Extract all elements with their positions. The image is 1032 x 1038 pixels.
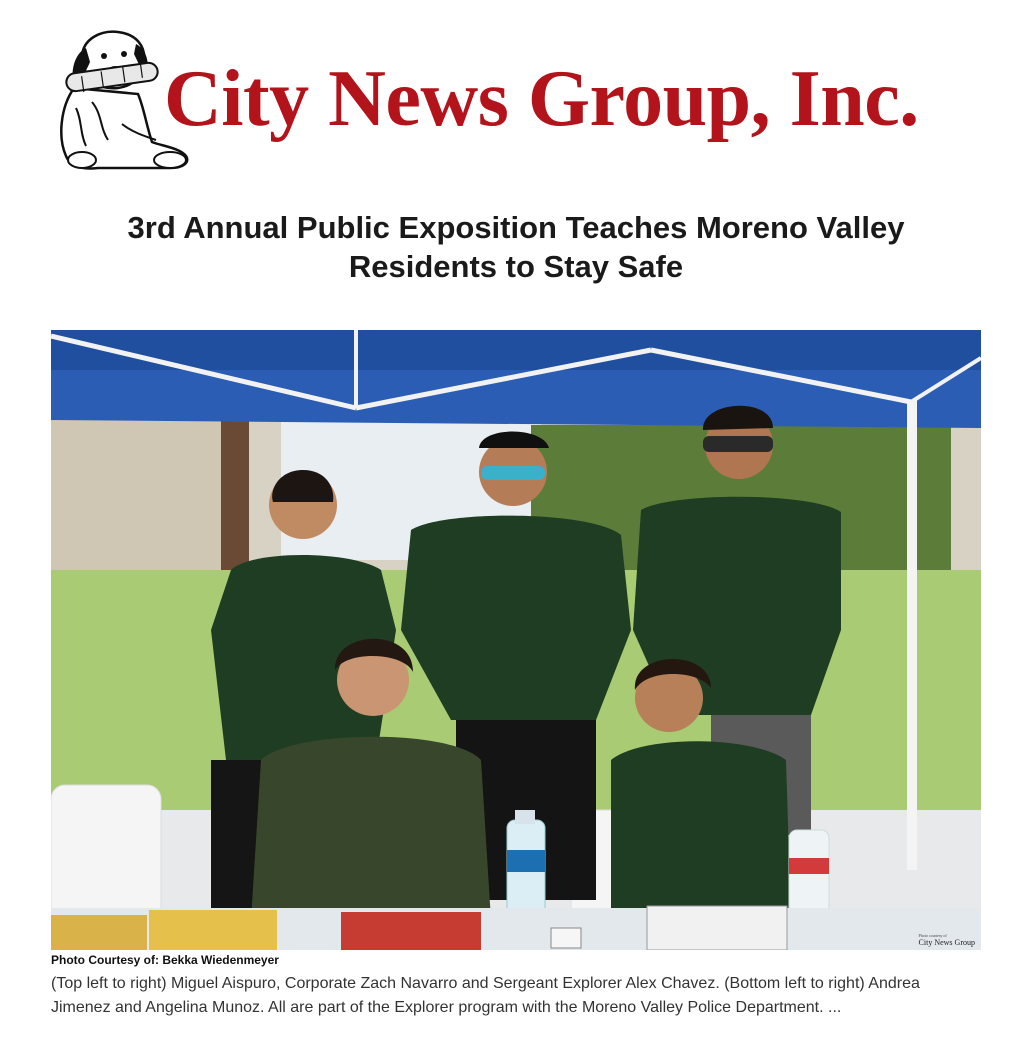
brand-name: City News Group, Inc. (164, 55, 919, 143)
article-photo (51, 330, 981, 950)
photo-credit: Photo Courtesy of: Bekka Wiedenmeyer (51, 953, 279, 967)
photo-illustration (51, 330, 981, 950)
photo-watermark (919, 933, 975, 947)
photo-caption: (Top left to right) Miguel Aispuro, Corporate Zach Navarro and Sergeant Explorer Alex Chavez. (Bottom left to right) Andrea Jimenez and Angelina Munoz. All are part of the Explorer program with the Moreno Valley Police Department. ... (51, 975, 920, 1016)
photo-watermark-text: City News Group (918, 938, 975, 947)
masthead (52, 28, 982, 176)
article-headline: 3rd Annual Public Exposition Teaches Moreno Valley Residents to Stay Safe (127, 210, 905, 284)
photo-watermark-small: Photo courtesy of (918, 933, 947, 938)
